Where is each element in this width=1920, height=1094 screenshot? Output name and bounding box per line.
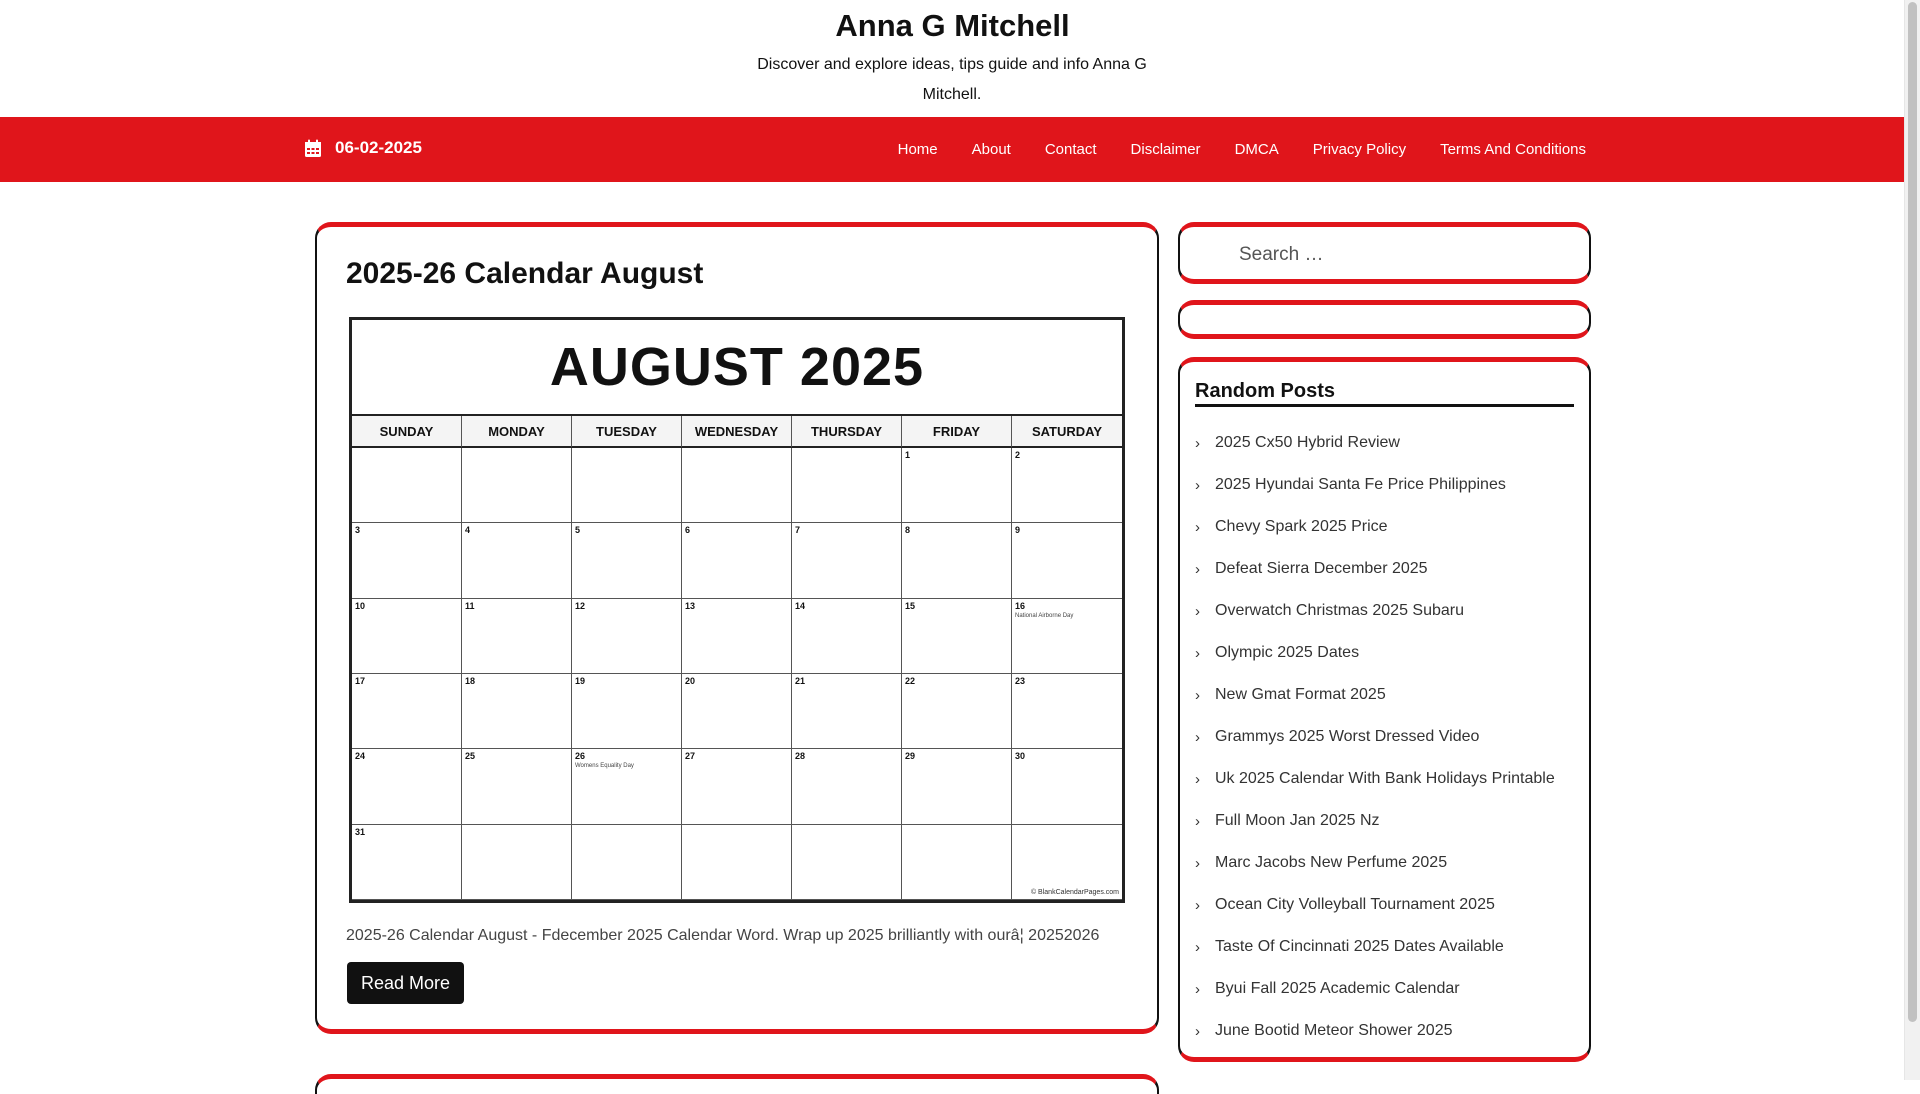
- site-description: Discover and explore ideas, tips guide and info Anna G Mitchell.: [757, 56, 1147, 103]
- calendar-day-number: 13: [685, 600, 696, 611]
- read-more-button[interactable]: Read More: [347, 962, 464, 1004]
- chevron-right-icon: ›: [1195, 854, 1200, 872]
- calendar-day-cell: [682, 674, 792, 749]
- calendar-credit: © BlankCalendarPages.com: [1030, 889, 1119, 896]
- next-post-card: [315, 1074, 1159, 1094]
- calendar-day-number: 8: [905, 525, 911, 536]
- random-post-link[interactable]: Overwatch Christmas 2025 Subaru: [1215, 602, 1464, 619]
- chevron-right-icon: ›: [1195, 560, 1200, 578]
- calendar-day-cell: [682, 523, 792, 598]
- random-post-link[interactable]: Grammys 2025 Worst Dressed Video: [1215, 728, 1480, 745]
- random-post-link[interactable]: New Gmat Format 2025: [1215, 686, 1386, 703]
- random-post-item[interactable]: [1195, 884, 1575, 926]
- main-navbar: [0, 117, 1905, 182]
- calendar-day-number: 3: [355, 525, 361, 536]
- nav-terms-and-conditions[interactable]: Terms And Conditions: [1440, 141, 1586, 158]
- calendar-day-cell: [1012, 749, 1122, 824]
- chevron-right-icon: ›: [1195, 644, 1200, 662]
- post-excerpt: 2025-26 Calendar August - Fdecember 2025 Calendar Word. Wrap up 2025 brilliantly with ourâ¦ 20252026: [346, 927, 1100, 944]
- calendar-day-number: 5: [575, 525, 581, 536]
- chevron-right-icon: ›: [1195, 518, 1200, 536]
- calendar-heading: AUGUST 2025: [352, 320, 1122, 416]
- calendar-day-number: 10: [355, 600, 366, 611]
- calendar-weekday: SATURDAY: [1012, 416, 1122, 448]
- random-post-link[interactable]: Olympic 2025 Dates: [1215, 644, 1360, 661]
- random-post-link[interactable]: Byui Fall 2025 Academic Calendar: [1215, 980, 1460, 997]
- calendar-day-number: 9: [1015, 525, 1021, 536]
- random-post-item[interactable]: [1195, 800, 1575, 842]
- calendar-day-number: 17: [355, 676, 366, 686]
- calendar-day-cell: [462, 749, 572, 824]
- calendar-weekday: MONDAY: [462, 416, 572, 448]
- calendar-day-cell: [902, 674, 1012, 749]
- calendar-day-cell: [352, 825, 462, 900]
- random-post-item[interactable]: [1195, 758, 1575, 800]
- calendar-weekday: SUNDAY: [352, 416, 462, 448]
- calendar-weekday: WEDNESDAY: [682, 416, 792, 448]
- calendar-day-cell: [792, 749, 902, 824]
- random-post-item[interactable]: [1195, 716, 1575, 758]
- calendar-day-cell: [572, 825, 682, 900]
- date-text: 06-02-2025: [335, 138, 422, 157]
- calendar-day-cell: [572, 674, 682, 749]
- calendar-day-number: 6: [685, 525, 691, 536]
- calendar-day-number: 12: [575, 600, 586, 611]
- calendar-day-number: 29: [905, 751, 916, 762]
- nav-about[interactable]: About: [971, 141, 1011, 158]
- nav-home[interactable]: Home: [897, 141, 938, 158]
- chevron-right-icon: ›: [1195, 938, 1200, 956]
- chevron-right-icon: ›: [1195, 602, 1200, 620]
- nav-menu: [864, 117, 1586, 182]
- random-post-link[interactable]: Ocean City Volleyball Tournament 2025: [1215, 896, 1495, 913]
- search-input[interactable]: [1237, 239, 1557, 271]
- random-post-item[interactable]: [1195, 1010, 1575, 1052]
- calendar-day-number: 15: [905, 600, 916, 611]
- random-post-link[interactable]: 2025 Hyundai Santa Fe Price Philippines: [1215, 476, 1506, 493]
- calendar-day-number: 2: [1015, 450, 1021, 460]
- random-post-link[interactable]: Full Moon Jan 2025 Nz: [1215, 812, 1380, 829]
- random-post-item[interactable]: [1195, 422, 1575, 464]
- calendar-day-cell: [352, 674, 462, 749]
- chevron-right-icon: ›: [1195, 980, 1200, 998]
- calendar-day-number: 24: [355, 751, 366, 762]
- post-featured-image[interactable]: [349, 317, 1125, 903]
- calendar-day-cell: [352, 448, 462, 523]
- chevron-right-icon: ›: [1195, 728, 1200, 746]
- scrollbar-thumb[interactable]: [1908, 2, 1917, 1022]
- search-widget: [1178, 222, 1591, 284]
- calendar-day-number: 18: [465, 676, 476, 686]
- calendar-day-cell: [682, 599, 792, 674]
- chevron-right-icon: ›: [1195, 686, 1200, 704]
- calendar-day-number: 14: [795, 600, 806, 611]
- chevron-right-icon: ›: [1195, 476, 1200, 494]
- calendar-day-number: 20: [685, 676, 696, 686]
- calendar-day-cell: [792, 674, 902, 749]
- calendar-day-cell: [352, 523, 462, 598]
- calendar-weekday: FRIDAY: [902, 416, 1012, 448]
- calendar-day-number: 25: [465, 751, 476, 762]
- calendar-day-number: 19: [575, 676, 586, 686]
- nav-dmca[interactable]: DMCA: [1234, 141, 1279, 158]
- calendar-day-number: 22: [905, 676, 916, 686]
- empty-widget: [1178, 300, 1591, 339]
- random-post-item[interactable]: [1195, 464, 1575, 506]
- random-post-item[interactable]: [1195, 968, 1575, 1010]
- nav-privacy-policy[interactable]: Privacy Policy: [1312, 141, 1407, 158]
- calendar-day-cell: [462, 523, 572, 598]
- chevron-right-icon: ›: [1195, 1022, 1200, 1040]
- chevron-right-icon: ›: [1195, 434, 1200, 452]
- calendar-day-cell: [792, 523, 902, 598]
- calendar-day-number: 4: [465, 525, 471, 536]
- random-post-item[interactable]: [1195, 632, 1575, 674]
- calendar-day-cell: [792, 599, 902, 674]
- calendar-day-cell: [1012, 599, 1122, 674]
- calendar-day-cell: [902, 599, 1012, 674]
- calendar-day-cell: [682, 825, 792, 900]
- calendar-day-number: 30: [1015, 751, 1026, 762]
- random-post-link[interactable]: Defeat Sierra December 2025: [1215, 560, 1428, 577]
- calendar-day-number: 31: [355, 826, 366, 837]
- site-header: [0, 0, 1905, 117]
- calendar-day-cell: [1012, 674, 1122, 749]
- random-post-link[interactable]: Taste Of Cincinnati 2025 Dates Available: [1215, 938, 1504, 955]
- nav-disclaimer[interactable]: Disclaimer: [1130, 141, 1201, 158]
- random-post-item[interactable]: [1195, 926, 1575, 968]
- calendar-day-number: 26: [575, 751, 586, 762]
- calendar-day-cell: [792, 825, 902, 900]
- calendar-day-cell: [902, 523, 1012, 598]
- calendar-day-cell: [682, 448, 792, 523]
- calendar-day-cell: [1012, 825, 1122, 900]
- page-scrollbar[interactable]: [1904, 0, 1920, 1080]
- post-card: [315, 222, 1159, 1034]
- nav-contact[interactable]: Contact: [1044, 141, 1097, 158]
- calendar-day-cell: [572, 448, 682, 523]
- calendar-day-cell: [572, 749, 682, 824]
- random-post-item[interactable]: [1195, 842, 1575, 884]
- calendar-day-number: 1: [905, 450, 911, 460]
- calendar-day-cell: [792, 448, 902, 523]
- random-post-link[interactable]: 2025 Cx50 Hybrid Review: [1215, 434, 1400, 451]
- random-post-link[interactable]: Chevy Spark 2025 Price: [1215, 518, 1388, 535]
- site-title[interactable]: Anna G Mitchell: [835, 8, 1070, 43]
- calendar-day-cell: [572, 523, 682, 598]
- chevron-right-icon: ›: [1195, 812, 1200, 830]
- calendar-day-number: 7: [795, 525, 801, 536]
- chevron-right-icon: ›: [1195, 770, 1200, 788]
- calendar-holiday-note: Womens Equality Day: [575, 763, 634, 770]
- current-date: [304, 136, 422, 160]
- post-title[interactable]: 2025-26 Calendar August: [346, 257, 704, 290]
- calendar-day-cell: [902, 825, 1012, 900]
- calendar-day-cell: [902, 749, 1012, 824]
- calendar-day-number: 11: [465, 600, 475, 611]
- calendar-weekday: THURSDAY: [792, 416, 902, 448]
- random-post-item[interactable]: [1195, 590, 1575, 632]
- random-post-item[interactable]: [1195, 548, 1575, 590]
- calendar-day-cell: [352, 749, 462, 824]
- calendar-weekday: TUESDAY: [572, 416, 682, 448]
- calendar-day-cell: [462, 825, 572, 900]
- random-posts-widget: [1178, 357, 1591, 1062]
- calendar-day-cell: [682, 749, 792, 824]
- calendar-grid: [352, 416, 1122, 900]
- calendar-day-cell: [572, 599, 682, 674]
- widget-title: Random Posts: [1195, 380, 1574, 407]
- calendar-day-number: 27: [685, 751, 696, 762]
- calendar-day-number: 28: [795, 751, 806, 762]
- calendar-day-cell: [902, 448, 1012, 523]
- random-post-item[interactable]: [1195, 506, 1575, 548]
- calendar-icon: [304, 139, 322, 158]
- calendar-day-cell: [462, 448, 572, 523]
- calendar-day-cell: [462, 674, 572, 749]
- calendar-day-number: 16: [1015, 600, 1026, 611]
- calendar-day-cell: [1012, 448, 1122, 523]
- random-posts-list: [1195, 422, 1575, 1052]
- random-post-link[interactable]: June Bootid Meteor Shower 2025: [1215, 1022, 1453, 1039]
- chevron-right-icon: ›: [1195, 896, 1200, 914]
- calendar-day-cell: [1012, 523, 1122, 598]
- random-post-link[interactable]: Uk 2025 Calendar With Bank Holidays Printable: [1215, 770, 1555, 787]
- calendar-day-cell: [462, 599, 572, 674]
- calendar-day-number: 23: [1015, 676, 1026, 686]
- calendar-day-number: 21: [795, 676, 806, 686]
- random-post-item[interactable]: [1195, 674, 1575, 716]
- random-post-link[interactable]: Marc Jacobs New Perfume 2025: [1215, 854, 1448, 871]
- calendar-day-cell: [352, 599, 462, 674]
- calendar-holiday-note: National Airborne Day: [1015, 612, 1074, 619]
